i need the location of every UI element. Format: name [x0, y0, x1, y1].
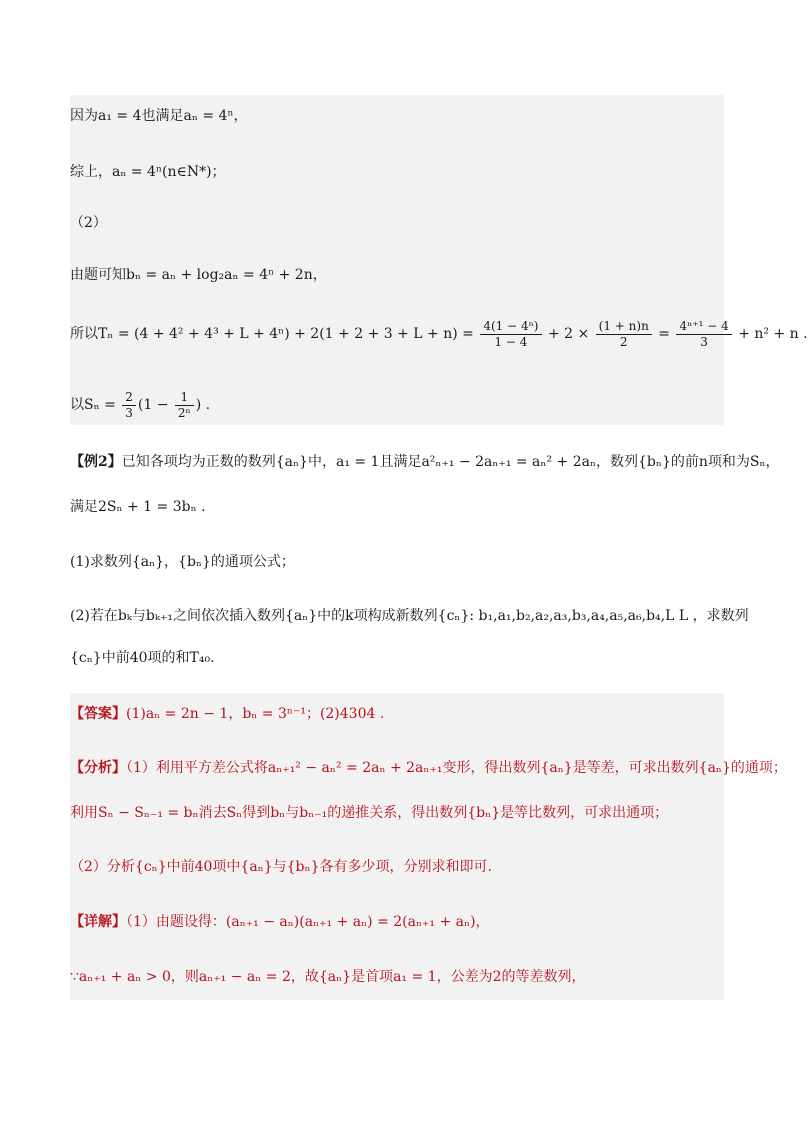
analysis-label: 【分析】: [70, 760, 126, 776]
fraction-3-denominator: 3: [700, 334, 708, 349]
solution-line-2: 综上，aₙ = 4ⁿ(n∈N*)；: [70, 164, 226, 180]
fraction-4-numerator: 2: [122, 390, 136, 406]
analysis-line-1: [70, 758, 787, 778]
fraction-5-numerator: 1: [175, 390, 194, 406]
answer-line: [70, 704, 724, 724]
fraction-1-numerator: 4(1 − 4ⁿ): [480, 319, 541, 335]
analysis-text-1: （1）利用平方差公式将aₙ₊₁² − aₙ² = 2aₙ + 2aₙ₊₁变形，得出数列{aₙ}是等差，可求出数列{aₙ}的通项；: [126, 760, 787, 776]
fraction-3: [676, 319, 731, 350]
fraction-4: [122, 390, 136, 421]
example-2-label: 【例2】: [70, 454, 122, 470]
question-1: (1)求数列{aₙ}，{bₙ}的通项公式；: [70, 554, 295, 570]
solution-line-1: 因为a₁ = 4也满足aₙ = 4ⁿ，: [70, 108, 248, 124]
answer-text: (1)aₙ = 2n − 1，bₙ = 3ⁿ⁻¹；(2)4304 .: [126, 706, 385, 722]
analysis-line-2: 利用Sₙ − Sₙ₋₁ = bₙ消去Sₙ得到bₙ与bₙ₋₁的递推关系，得出数列{bₙ}是等比数列，可求出通项；: [70, 805, 669, 821]
question-2-line-2: {cₙ}中前40项的和T₄₀.: [70, 650, 215, 666]
solution-line-5-pre: 以Sₙ =: [70, 397, 121, 413]
solution-line-5: [70, 389, 724, 421]
fraction-1: [480, 319, 541, 350]
fraction-5: [175, 390, 194, 421]
fraction-5-denominator: 2ⁿ: [177, 405, 191, 420]
fraction-1-denominator: 1 − 4: [494, 334, 528, 349]
fraction-4-denominator: 3: [125, 405, 133, 420]
fraction-2: [596, 319, 652, 350]
solution-shaded-block: [70, 95, 724, 425]
answer-shaded-block: [70, 693, 724, 1000]
detail-label: 【详解】: [70, 914, 126, 930]
fraction-3-numerator: 4ⁿ⁺¹ − 4: [676, 319, 731, 335]
answer-label: 【答案】: [70, 706, 126, 722]
solution-line-5-mid: (1 −: [137, 397, 173, 413]
solution-line-4-mid-2: =: [653, 326, 675, 342]
solution-line-4-pre: 所以Tₙ = (4 + 4² + 4³ + L + 4ⁿ) + 2(1 + 2 + 3 + L + n) =: [70, 326, 479, 342]
solution-line-5-post: ) .: [195, 397, 211, 413]
example-2-line-1: [70, 452, 780, 472]
detail-text-1: （1）由题设得：(aₙ₊₁ − aₙ)(aₙ₊₁ + aₙ) = 2(aₙ₊₁ + aₙ)，: [126, 914, 490, 930]
example-2-text-1: 已知各项均为正数的数列{aₙ}中，a₁ = 1且满足a²ₙ₊₁ − 2aₙ₊₁ = aₙ² + 2aₙ，数列{bₙ}的前n项和为Sₙ，: [121, 454, 780, 470]
fraction-2-numerator: (1 + n)n: [596, 319, 652, 335]
question-2-line-1: (2)若在bₖ与bₖ₊₁之间依次插入数列{aₙ}中的k项构成新数列{cₙ}: b₁,a₁,b₂,a₂,a₃,b₃,a₄,a₅,a₆,b₄,L L ，求数列: [70, 608, 749, 624]
analysis-line-3: （2）分析{cₙ}中前40项中{aₙ}与{bₙ}各有多少项，分别求和即可.: [70, 859, 492, 875]
detail-line-1: [70, 912, 724, 932]
fraction-2-denominator: 2: [619, 334, 628, 349]
solution-line-3: 由题可知bₙ = aₙ + log₂aₙ = 4ⁿ + 2n，: [70, 267, 327, 283]
solution-line-4-mid-1: + 2 ×: [543, 326, 594, 342]
solution-line-4-post: + n² + n .: [733, 326, 808, 342]
detail-line-2: ∵aₙ₊₁ + aₙ > 0，则aₙ₊₁ − aₙ = 2，故{aₙ}是首项a₁ = 1，公差为2的等差数列，: [70, 969, 586, 985]
part-2-label: （2）: [70, 215, 107, 231]
solution-line-4: [70, 318, 808, 350]
example-2-line-2: 满足2Sₙ + 1 = 3bₙ .: [70, 499, 206, 515]
